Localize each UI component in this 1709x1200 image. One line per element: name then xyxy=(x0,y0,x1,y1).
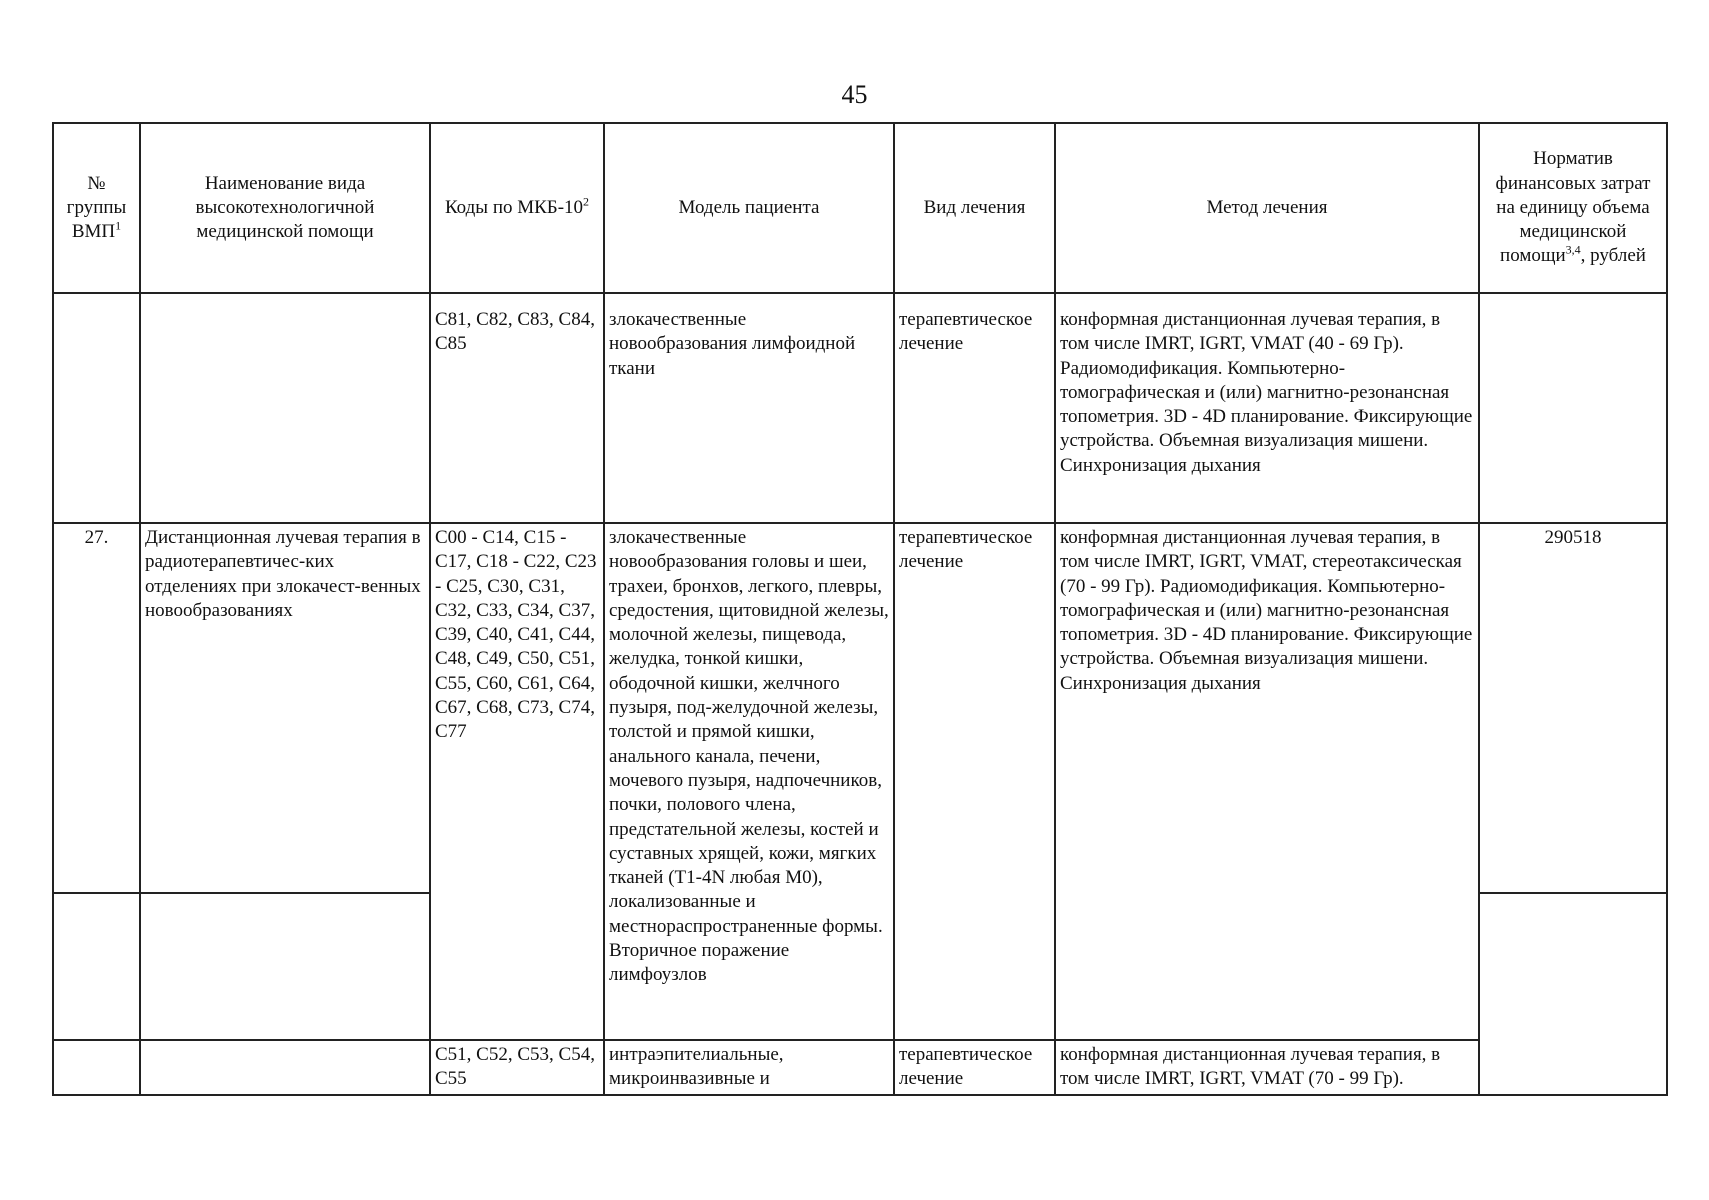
header-row xyxy=(53,123,1667,293)
row-divider xyxy=(53,892,140,894)
patient-model-cell: злокачественные новообразования лимфоидной ткани xyxy=(604,293,894,523)
page-number: 45 xyxy=(841,80,868,109)
table-row xyxy=(53,1040,1667,1095)
name-cell xyxy=(140,293,430,523)
treatment-type-cell: терапевтическое лечение xyxy=(894,1040,1055,1095)
group-no-cell xyxy=(53,293,140,523)
table-row xyxy=(53,523,1667,1040)
header-group-no: № группы ВМП$^1$ xyxy=(53,123,140,293)
name-cell: Дистанционная лучевая терапия в радиотерапевтичес-ких отделениях при злокачест-венных новообразованиях xyxy=(140,523,430,1040)
header-patient-model: Модель пациента xyxy=(604,123,894,293)
row-divider xyxy=(140,892,430,894)
header-cost-norm: Норматив финансовых затрат на единицу объема медицинской помощи$^{3,4}$, рублей xyxy=(1479,123,1667,293)
treatment-method-cell: конформная дистанционная лучевая терапия, в том числе IMRT, IGRT, VMAT (70 - 99 Гр). xyxy=(1055,1040,1479,1095)
vmp-table xyxy=(52,122,1668,1096)
treatment-type-cell: терапевтическое лечение xyxy=(894,523,1055,1040)
codes-cell: C00 - C14, C15 - C17, C18 - C22, C23 - C25, C30, C31, C32, C33, C34, C37, C39, C40, C41, C44, C48, C49, C50, C51, C55, C60, C61, C64, C67, C68, C73, C74, C77 xyxy=(430,523,604,1040)
row-divider xyxy=(1479,892,1667,894)
treatment-type-cell: терапевтическое лечение xyxy=(894,293,1055,523)
treatment-method-cell: конформная дистанционная лучевая терапия, в том числе IMRT, IGRT, VMAT, стереотаксическая (70 - 99 Гр). Радиомодификация. Компьютерно-томографическая и (или) магнитно-резонансная топометрия. 3D - 4D планирование. Фиксирующие устройства. Объемная визуализация мишени. Синхронизация дыхания xyxy=(1055,523,1479,1040)
cost-norm-cell: 290518 xyxy=(1479,523,1667,1095)
header-treatment-method: Метод лечения xyxy=(1055,123,1479,293)
treatment-method-cell: конформная дистанционная лучевая терапия, в том числе IMRT, IGRT, VMAT (40 - 69 Гр). Радиомодификация. Компьютерно-томографическая и (или) магнитно-резонансная топометрия. 3D - 4D планирование. Фиксирующие устройства. Объемная визуализация мишени. Синхронизация дыхания xyxy=(1055,293,1479,523)
codes-cell: C81, C82, C83, C84, C85 xyxy=(430,293,604,523)
header-name: Наименование вида высокотехнологичной медицинской помощи xyxy=(140,123,430,293)
patient-model-cell: интраэпителиальные, микроинвазивные и xyxy=(604,1040,894,1095)
header-codes: Коды по МКБ-$10^2$ xyxy=(430,123,604,293)
cost-norm-cell xyxy=(1479,293,1667,523)
table-row xyxy=(53,293,1667,523)
patient-model-cell: злокачественные новообразования головы и шеи, трахеи, бронхов, легкого, плевры, средостения, щитовидной железы, молочной железы, пищевода, желудка, тонкой кишки, ободочной кишки, желчного пузыря, под-желудочной железы, толстой и прямой кишки, анального канала, печени, мочевого пузыря, надпочечников, почки, полового члена, предстательной железы, костей и суставных хрящей, кожи, мягких тканей (T1-4N любая M0), локализованные и местнораспространенные формы. Вторичное поражение лимфоузлов xyxy=(604,523,894,1040)
header-treatment-type: Вид лечения xyxy=(894,123,1055,293)
name-cell xyxy=(140,1040,430,1095)
codes-cell: C51, C52, C53, C54, C55 xyxy=(430,1040,604,1095)
group-no-cell: 27. xyxy=(53,523,140,1040)
group-no-cell xyxy=(53,1040,140,1095)
